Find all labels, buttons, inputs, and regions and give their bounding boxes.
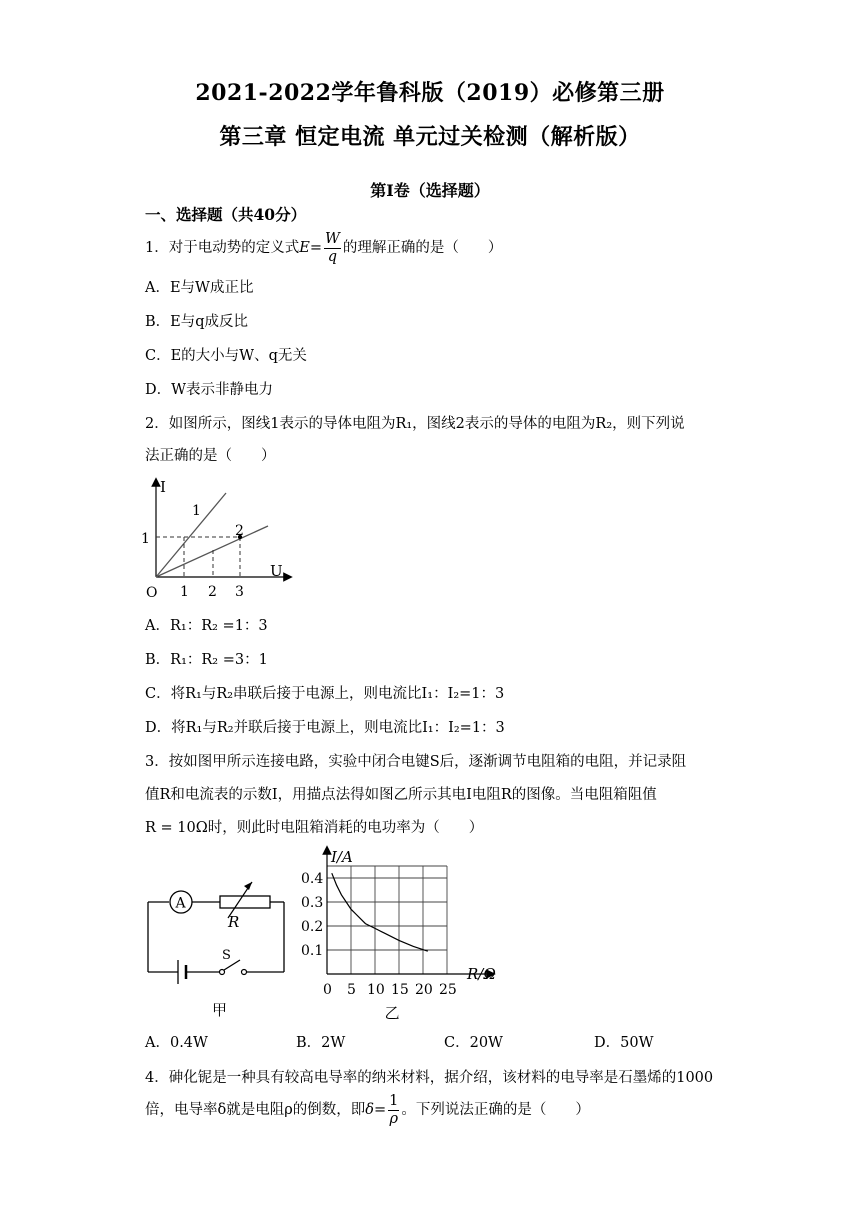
y-tick-label: 0.2 — [301, 919, 324, 935]
line-2-label: 2 — [235, 523, 244, 539]
x-tick-label: 0 — [323, 982, 332, 998]
q1-formula-numerator: W — [324, 231, 340, 247]
y-tick-1: 1 — [141, 531, 150, 547]
q4-suffix: 。下列说法正确的是（ ） — [401, 1102, 590, 1118]
x-axis-label: U — [270, 562, 283, 580]
question-3-stem-line3: R = 10Ω时，则此时电阻箱消耗的电功率为（ ） — [145, 820, 484, 836]
q1-suffix: 的理解正确的是（ ） — [342, 240, 503, 256]
x-tick-label: 5 — [347, 982, 356, 998]
q3-option-d: D．50W — [594, 1035, 654, 1051]
q1-prefix: 1．对于电动势的定义式 — [145, 240, 300, 256]
q1-option-a: A．E与W成正比 — [145, 280, 254, 296]
x-tick-label: 20 — [415, 982, 433, 998]
question-3-stem-line2: 值R和电流表的示数I，用描点法得如图乙所示其电I电阻R的图像。当电阻箱阻值 — [145, 787, 657, 803]
ir-graph — [297, 842, 507, 1024]
y-tick-label: 0.3 — [301, 895, 324, 911]
q1-option-d: D．W表示非静电力 — [145, 382, 274, 398]
chart-grid — [327, 866, 447, 974]
circuit-diagram — [140, 868, 292, 1026]
x-tick-label: 25 — [439, 982, 457, 998]
x-tick-3: 3 — [235, 584, 244, 600]
variable-resistor-symbol — [220, 896, 270, 908]
q2-option-c: C．将R₁与R₂串联后接于电源上，则电流比I₁：I₂=1：3 — [145, 686, 505, 702]
question-1-stem — [145, 232, 502, 264]
document-title: 2021-2022学年鲁科版（2019）必修第三册 — [195, 80, 665, 106]
switch-contact-left — [220, 970, 225, 975]
x-tick-label: 15 — [391, 982, 409, 998]
q3-option-c: C．20W — [444, 1035, 503, 1051]
chart-caption: 乙 — [384, 1004, 400, 1022]
q1-option-b: B．E与q成反比 — [145, 314, 249, 330]
origin-label: O — [146, 585, 158, 601]
q1-formula-lhs: E — [299, 240, 310, 256]
q2-option-b: B．R₁：R₂ =3：1 — [145, 652, 268, 668]
question-4-stem-line1: 4．砷化铌是一种具有较高电导率的纳米材料，据介绍，该材料的电导率是石墨烯的1000 — [145, 1070, 714, 1086]
question-3-stem-line1: 3．按如图甲所示连接电路，实验中闭合电键S后，逐渐调节电阻箱的电阻，并记录阻 — [145, 754, 687, 770]
switch-label: S — [222, 948, 231, 963]
switch-contact-right — [242, 970, 247, 975]
q1-option-c: C．E的大小与W、q无关 — [145, 348, 307, 364]
section-heading: 一、选择题（共40分） — [145, 205, 307, 224]
iu-graph — [138, 476, 298, 601]
q2-option-d: D．将R₁与R₂并联后接于电源上，则电流比I₁：I₂=1：3 — [145, 720, 505, 736]
question-2-stem-line2: 法正确的是（ ） — [145, 448, 276, 464]
chart-x-label: R/Ω — [467, 965, 496, 983]
q2-option-a: A．R₁：R₂ =1：3 — [145, 618, 268, 634]
q1-formula-denominator: q — [327, 248, 338, 265]
circuit-caption: 甲 — [212, 1001, 228, 1019]
x-tick-1: 1 — [180, 584, 189, 600]
question-2-stem-line1: 2．如图所示，图线1表示的导体电阻为R₁，图线2表示的导体的电阻为R₂，则下列说 — [145, 416, 685, 432]
q4-formula-fraction — [388, 1094, 399, 1126]
q4-formula-eq: = — [374, 1102, 387, 1118]
q1-formula-fraction — [324, 232, 341, 264]
line-1-label: 1 — [192, 503, 201, 519]
chart-y-label: I/A — [331, 848, 353, 866]
q3-option-b: B．2W — [296, 1035, 346, 1051]
y-axis-label: I — [160, 478, 166, 496]
x-tick-label: 10 — [367, 982, 385, 998]
q1-formula-eq: = — [309, 240, 322, 256]
volume-heading: 第Ⅰ卷（选择题） — [370, 181, 490, 200]
chart-ticks — [301, 871, 457, 998]
q4-formula-lhs: δ — [365, 1102, 374, 1118]
graph-line-1 — [156, 493, 226, 577]
document-subtitle: 第三章 恒定电流 单元过关检测（解析版） — [219, 124, 641, 150]
q3-option-a: A．0.4W — [145, 1035, 208, 1051]
y-tick-label: 0.1 — [301, 943, 324, 959]
q4-prefix: 倍，电导率δ就是电阻ρ的倒数，即 — [145, 1102, 366, 1118]
y-tick-label: 0.4 — [301, 871, 324, 887]
resistor-label: R — [228, 913, 240, 931]
x-tick-2: 2 — [208, 584, 217, 600]
graph-line-2 — [156, 526, 268, 577]
q4-formula-numerator: 1 — [389, 1093, 399, 1109]
question-4-stem-line2 — [145, 1092, 590, 1128]
chart-series-curve — [332, 873, 428, 951]
q4-formula-denominator: ρ — [389, 1110, 399, 1127]
arrow-head-icon — [244, 882, 252, 890]
ammeter-label: A — [175, 895, 186, 912]
